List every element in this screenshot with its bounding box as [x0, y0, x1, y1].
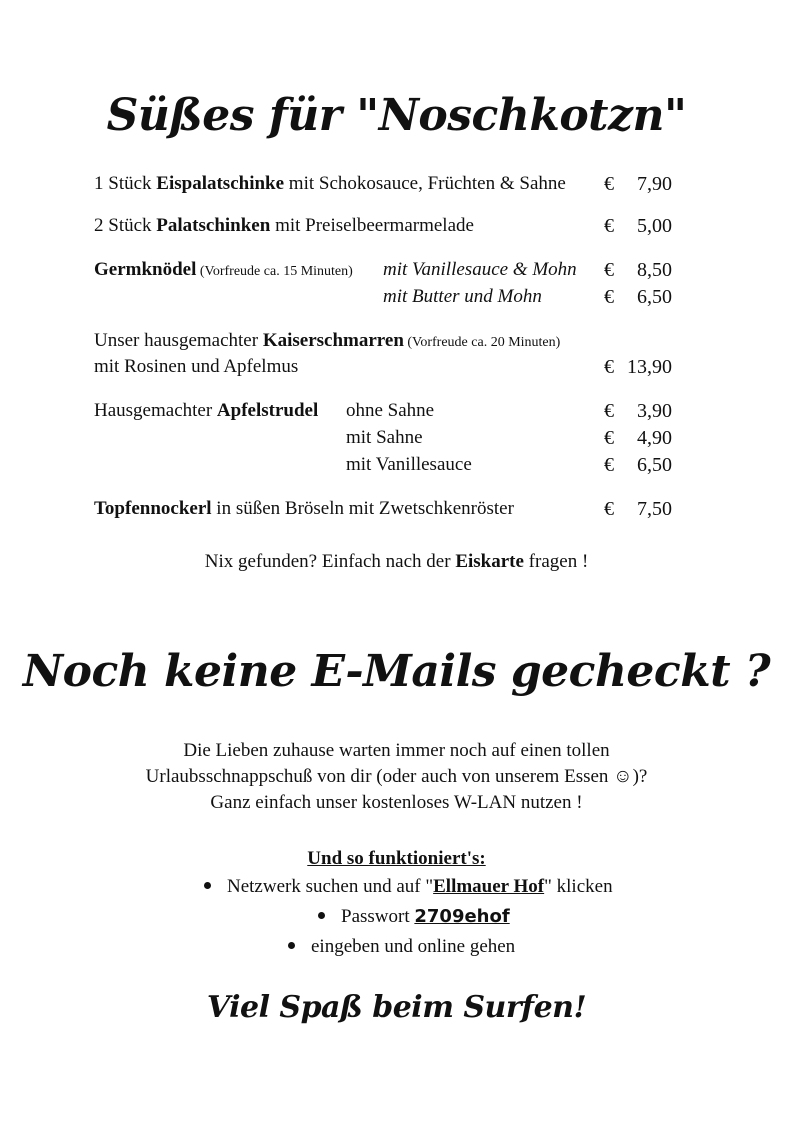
- currency-symbol: €: [604, 215, 614, 237]
- currency-symbol: €: [604, 454, 614, 476]
- currency-symbol: €: [604, 286, 614, 308]
- step-text: Netzwerk suchen und auf ": [227, 876, 434, 897]
- item-desc: mit Preiselbeermarmelade: [270, 215, 474, 236]
- hint-text: Nix gefunden? Einfach nach der: [204, 551, 456, 572]
- variant-label: mit Vanillesauce: [346, 454, 472, 475]
- list-item: [204, 874, 613, 900]
- wifi-password: 2709ehof: [414, 906, 510, 927]
- bullet-icon: [318, 912, 325, 919]
- ice-cream-hint: [0, 549, 793, 575]
- step-text: eingeben und online gehen: [311, 936, 516, 957]
- price-palatschinken: 5,00: [637, 215, 672, 237]
- hint-bold: Eiskarte: [455, 551, 524, 572]
- wifi-intro-line-3: Ganz einfach unser kostenloses W-LAN nutzen !: [210, 792, 583, 813]
- menu-item-apfelstrudel: [94, 399, 318, 423]
- price-germknoedel-vanille: 8,50: [637, 259, 672, 281]
- list-item: [318, 904, 510, 930]
- howto-heading-text: Und so funktioniert's:: [307, 848, 486, 869]
- currency-symbol: €: [604, 427, 614, 449]
- item-prefix: Unser hausgemachter: [94, 330, 263, 351]
- currency-symbol: €: [604, 173, 614, 195]
- item-name: Topfennockerl: [94, 498, 212, 519]
- menu-item-topfennockerl: [94, 497, 514, 521]
- variant-label: mit Sahne: [346, 427, 423, 448]
- bullet-icon: [204, 882, 211, 889]
- menu-item-germknoedel: [94, 258, 353, 284]
- item-name: Palatschinken: [156, 215, 271, 236]
- item-desc: in süßen Bröseln mit Zwetschkenröster: [211, 498, 514, 519]
- step-text: Passwort: [341, 906, 415, 927]
- price-apfelstrudel-ohne-sahne: 3,90: [637, 400, 672, 422]
- variant-label: ohne Sahne: [346, 400, 435, 421]
- closing-line: Viel Spaß beim Surfen!: [206, 990, 587, 1025]
- currency-symbol: €: [604, 259, 614, 281]
- menu-item-palatschinken: [94, 214, 474, 238]
- item-name: Germknödel: [94, 259, 197, 280]
- menu-item-eispalatschinke: [94, 172, 566, 196]
- price-kaiserschmarren: 13,90: [627, 356, 672, 378]
- wifi-title: Noch keine E-Mails gecheckt ?: [22, 646, 771, 697]
- item-name: Kaiserschmarren: [262, 330, 404, 351]
- hint-text: fragen !: [523, 551, 589, 572]
- price-germknoedel-butter: 6,50: [637, 286, 672, 308]
- currency-symbol: €: [604, 400, 614, 422]
- network-name: Ellmauer Hof: [433, 876, 545, 897]
- currency-symbol: €: [604, 498, 614, 520]
- item-note: (Vorfreude ca. 20 Minuten): [403, 335, 561, 350]
- price-topfennockerl: 7,50: [637, 498, 672, 520]
- variant-label: mit Vanillesauce & Mohn: [383, 259, 577, 280]
- currency-symbol: €: [604, 356, 614, 378]
- menu-item-kaiserschmarren: [94, 329, 560, 355]
- sweets-title: Süßes für "Noschkotzn": [106, 90, 687, 141]
- item-note: (Vorfreude ca. 15 Minuten): [196, 264, 353, 279]
- bullet-icon: [288, 942, 295, 949]
- item-desc-kaiserschmarren: mit Rosinen und Apfelmus: [94, 356, 299, 377]
- step-text: " klicken: [544, 876, 613, 897]
- howto-heading: [0, 846, 793, 872]
- wifi-intro-line-1: Die Lieben zuhause warten immer noch auf einen tollen: [183, 740, 610, 761]
- price-apfelstrudel-mit-sahne: 4,90: [637, 427, 672, 449]
- item-name: Apfelstrudel: [216, 400, 319, 421]
- list-item: [288, 934, 515, 960]
- item-prefix: 2 Stück: [94, 215, 157, 236]
- variant-label: mit Butter und Mohn: [383, 286, 542, 307]
- item-desc: mit Schokosauce, Früchten & Sahne: [284, 173, 566, 194]
- price-apfelstrudel-vanillesauce: 6,50: [637, 454, 672, 476]
- item-name: Eispalatschinke: [156, 173, 285, 194]
- price-eispalatschinke: 7,90: [637, 173, 672, 195]
- wifi-intro-line-2: Urlaubsschnappschuß von dir (oder auch von unserem Essen ☺)?: [145, 766, 648, 787]
- item-prefix: Hausgemachter: [94, 400, 217, 421]
- item-prefix: 1 Stück: [94, 173, 157, 194]
